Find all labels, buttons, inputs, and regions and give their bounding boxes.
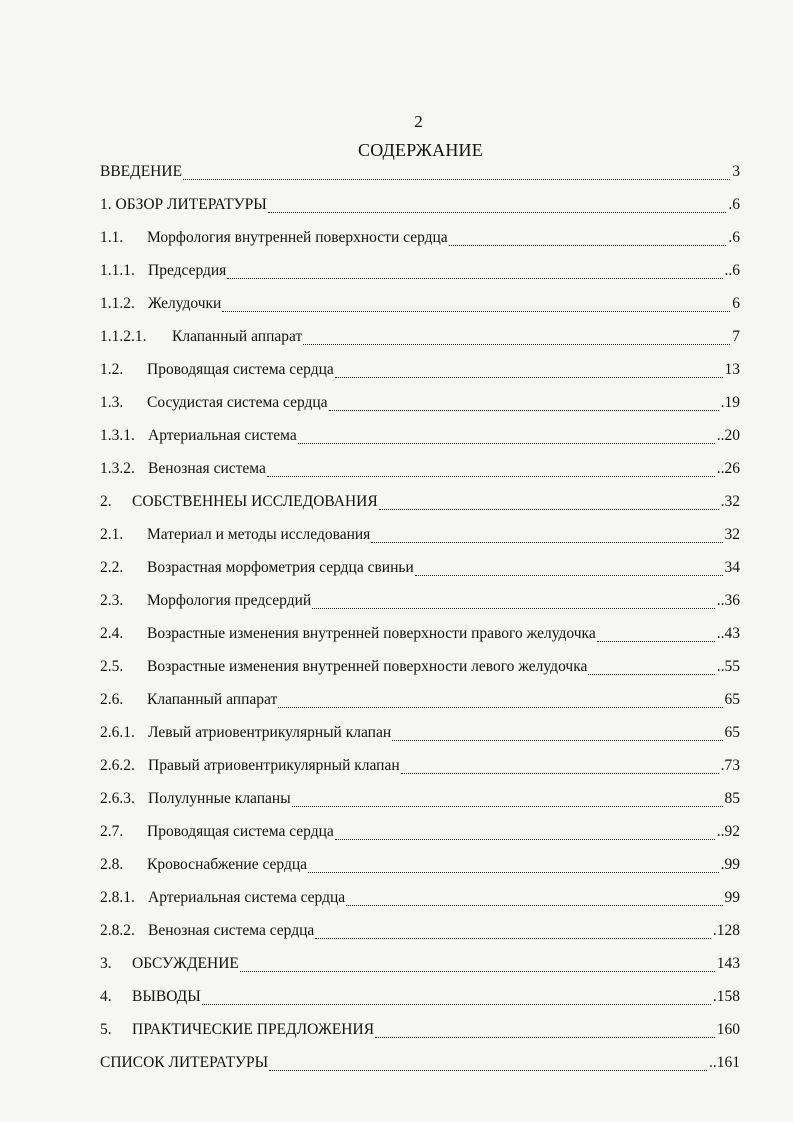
toc-entry-page: ..55 [716,658,740,675]
dot-leader [449,245,727,246]
toc-entry-number: 5. [100,1021,112,1038]
toc-entry[interactable] [100,1054,740,1076]
dot-leader [298,443,715,444]
dot-leader [227,278,722,279]
toc-entry-page: 7 [732,328,740,345]
page-number: 2 [414,112,423,131]
toc-entry-page: 99 [724,889,740,906]
toc-entry-title: Желудочки [148,295,222,312]
toc-entry-page: 85 [724,790,740,807]
dot-leader [202,1004,711,1005]
toc-entry[interactable] [100,229,740,251]
toc-entry[interactable] [100,922,740,944]
toc-entry-title: СОБСТВЕННЕЫ ИССЛЕДОВАНИЯ [132,493,378,510]
toc-entry-number: 1.1.2. [100,295,135,312]
dot-leader [375,1037,715,1038]
toc-entry-title: Проводящая система сердца [147,823,334,840]
toc-entry-page: .128 [712,922,740,939]
toc-entry-number: 1.1.2.1. [100,328,147,345]
toc-entry-page: 13 [724,361,740,378]
toc-entry[interactable] [100,262,740,284]
toc-entry-number: 2.2. [100,559,124,576]
toc-entry[interactable] [100,889,740,911]
toc-entry-title: Левый атриовентрикулярный клапан [148,724,392,741]
toc-entry-number: 1.3. [100,394,124,411]
dot-leader [222,311,730,312]
toc-entry-title: Клапанный аппарат [172,328,303,345]
dot-leader [401,773,719,774]
toc-entry-page: .6 [728,196,740,213]
dot-leader [183,179,730,180]
toc-entry-page: ..92 [716,823,740,840]
toc-entry[interactable] [100,658,740,680]
toc-entry-page: .158 [712,988,740,1005]
toc-entry-title: СПИСОК ЛИТЕРАТУРЫ [100,1054,269,1071]
dot-leader [312,608,715,609]
toc-entry-number: 3. [100,955,112,972]
dot-leader [597,641,715,642]
toc-entry[interactable] [100,790,740,812]
toc-entry-number: 1.3.2. [100,460,135,477]
toc-entry-page: 143 [716,955,740,972]
toc-entry-number: 2.3. [100,592,124,609]
toc-entry-page: 65 [724,691,740,708]
toc-entry-number: 2.7. [100,823,124,840]
toc-entry-page: .32 [720,493,740,510]
toc-entry[interactable] [100,592,740,614]
toc-entry-number: 2.8. [100,856,124,873]
dot-leader [415,575,723,576]
toc-entry-number: 2.8.1. [100,889,135,906]
toc-entry-page: ..43 [716,625,740,642]
dot-leader [240,971,715,972]
toc-entry-title: Морфология предсердий [147,592,312,609]
toc-entry[interactable] [100,625,740,647]
toc-entry-title: Артериальная система сердца [148,889,346,906]
toc-entry-page: ..26 [716,460,740,477]
toc-entry[interactable] [100,1021,740,1043]
toc-entry[interactable] [100,691,740,713]
toc-entry-page: .19 [720,394,740,411]
toc-entry-title: ОБСУЖДЕНИЕ [132,955,239,972]
toc-entry-number: 1.3.1. [100,427,135,444]
toc-entry-page: 32 [724,526,740,543]
dot-leader [335,377,723,378]
toc-entry-page: ..20 [716,427,740,444]
toc-entry[interactable] [100,460,740,482]
dot-leader [335,839,715,840]
toc-entry-number: 1.1.1. [100,262,135,279]
dot-leader [268,212,727,213]
toc-entry[interactable] [100,295,740,317]
toc-entry[interactable] [100,757,740,779]
toc-entry-title: Морфология внутренней поверхности сердца [147,229,448,246]
toc-entry[interactable] [100,328,740,350]
toc-entry-number: 2.5. [100,658,124,675]
toc-entry-title: Возрастная морфометрия сердца свиньи [147,559,414,576]
toc-entry[interactable] [100,427,740,449]
dot-leader [392,740,722,741]
dot-leader [329,410,719,411]
toc-entry-page: .73 [720,757,740,774]
toc-entry-title: ПРАКТИЧЕСКИЕ ПРЕДЛОЖЕНИЯ [132,1021,375,1038]
toc-entry-number: 2.6. [100,691,124,708]
toc-entry-title: Артериальная система [148,427,297,444]
dot-leader [371,542,722,543]
dot-leader [308,872,719,873]
toc-entry-title: Венозная система [148,460,266,477]
toc-entry-number: 2.6.3. [100,790,135,807]
toc-entry-title: ВЫВОДЫ [132,988,201,1005]
toc-entry-page: ..6 [724,262,740,279]
toc-entry-title: Клапанный аппарат [147,691,278,708]
toc-entry[interactable] [100,856,740,878]
toc-entry-page: .6 [728,229,740,246]
dot-leader [269,1070,707,1071]
toc-entry-number: 2.1. [100,526,124,543]
dot-leader [379,509,719,510]
toc-entry-title: Полулунные клапаны [148,790,291,807]
toc-entry[interactable] [100,361,740,383]
toc-entry[interactable] [100,724,740,746]
toc-entry-title: Правый атриовентрикулярный клапан [148,757,400,774]
toc-entry[interactable] [100,955,740,977]
toc-entry-title: Сосудистая система сердца [147,394,328,411]
toc-entry-number: 1.2. [100,361,124,378]
dot-leader [267,476,715,477]
dot-leader [278,707,722,708]
toc-entry[interactable] [100,163,740,185]
toc-entry-title: Возрастные изменения внутренней поверхности левого желудочка [147,658,588,675]
toc-entry[interactable] [100,526,740,548]
toc-entry-page: 65 [724,724,740,741]
dot-leader [346,905,722,906]
toc-entry-page: 34 [724,559,740,576]
toc-entry[interactable] [100,394,740,416]
toc-entry-number: 1.1. [100,229,124,246]
toc-entry[interactable] [100,823,740,845]
dot-leader [292,806,723,807]
toc-entry-title: Предсердия [148,262,227,279]
toc-entry-number: 2. [100,493,112,510]
toc-entry-title: Материал и методы исследования [147,526,371,543]
toc-entry-page: 3 [732,163,740,180]
toc-entry-title: Возрастные изменения внутренней поверхности правого желудочка [147,625,596,642]
toc-entry-number: 2.8.2. [100,922,135,939]
toc-entry-page: ..161 [709,1054,740,1071]
toc-entry-title: Кровоснабжение сердца [147,856,308,873]
dot-leader [315,938,711,939]
toc-entry-number: 2.6.2. [100,757,135,774]
toc-entry-number: 2.4. [100,625,124,642]
toc-heading: СОДЕРЖАНИЕ [358,140,483,160]
toc-entry[interactable] [100,988,740,1010]
toc-entry-page: 6 [732,295,740,312]
toc-entry-page: 160 [716,1021,740,1038]
dot-leader [303,344,730,345]
toc-entry[interactable] [100,559,740,581]
toc-entry-number: 4. [100,988,112,1005]
toc-entry-title: Проводящая система сердца [147,361,334,378]
toc-entry-title: Венозная система сердца [148,922,315,939]
toc-entry[interactable] [100,196,740,218]
toc-entry-page: ..36 [716,592,740,609]
toc-entry[interactable] [100,493,740,515]
toc-entry-title: 1. ОБЗОР ЛИТЕРАТУРЫ [100,196,267,213]
toc-entry-title: ВВЕДЕНИЕ [100,163,183,180]
toc-entry-number: 2.6.1. [100,724,135,741]
toc-entry-page: .99 [720,856,740,873]
dot-leader [588,674,714,675]
